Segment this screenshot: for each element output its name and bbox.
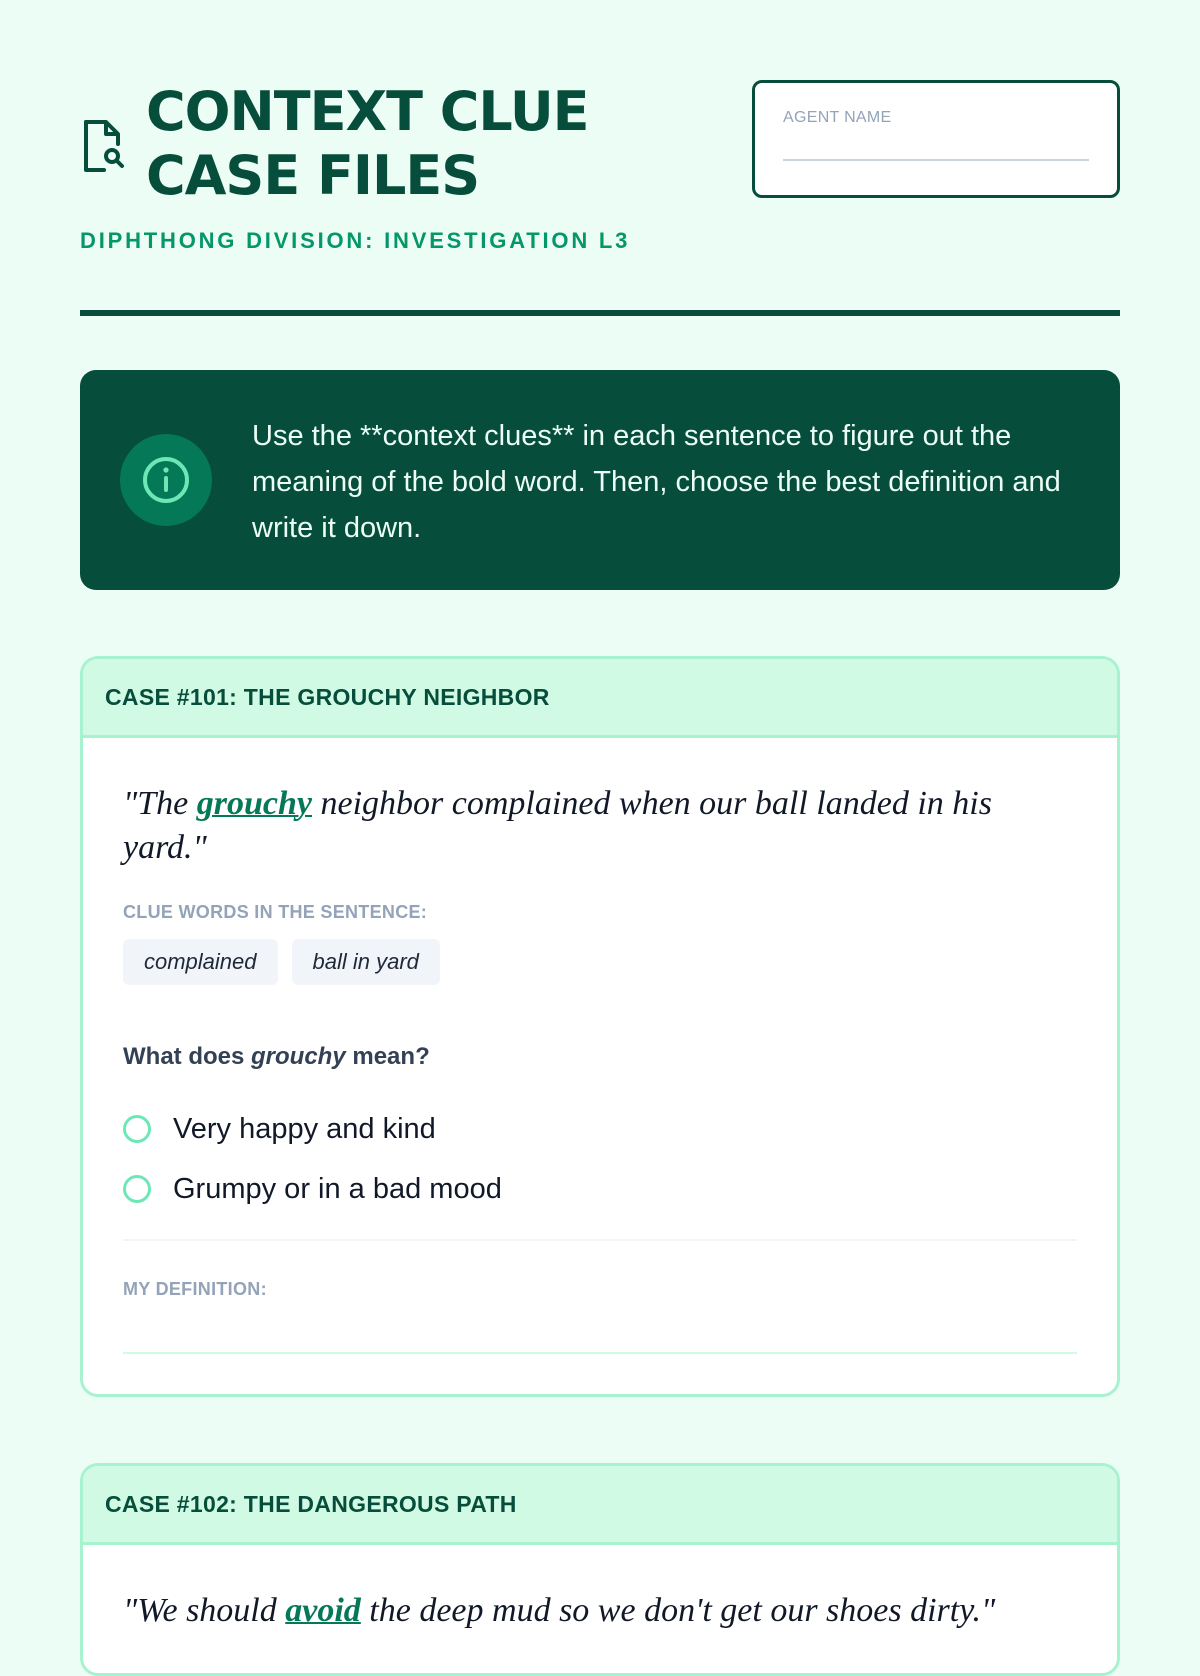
page-title: CONTEXT CLUE CASE FILES (146, 80, 589, 207)
header (80, 80, 1120, 310)
document-search-icon (80, 118, 126, 174)
clue-words-label: CLUE WORDS IN THE SENTENCE: (123, 902, 428, 922)
case-title: CASE #102: THE DANGEROUS PATH (83, 1466, 1117, 1545)
question-end: mean? (345, 1043, 430, 1070)
radio-button[interactable] (123, 1175, 151, 1203)
clue-chips (123, 939, 1077, 985)
question-start: What does (123, 1043, 252, 1070)
sentence-end: the deep mud so we don't get our shoes dirty." (360, 1592, 996, 1629)
keyword: grouchy (196, 785, 313, 822)
option-label: Grumpy or in a bad mood (173, 1172, 502, 1205)
sentence-end: neighbor complained when our ball landed in his yard." (123, 785, 992, 866)
agent-name-line[interactable] (783, 159, 1089, 161)
worksheet-page (80, 0, 1120, 1676)
info-icon-badge (120, 434, 212, 526)
section-divider (123, 1239, 1077, 1241)
answer-option[interactable] (123, 1159, 1077, 1219)
case-body (83, 1545, 1117, 1673)
question-word: grouchy (251, 1043, 346, 1070)
instruction-text: Use the **context clues** in each sentence to figure out the meaning of the bold word. Then, choose the best definition and write it down. (252, 420, 1061, 544)
case-body (83, 738, 1117, 1394)
case-card (80, 656, 1120, 1397)
title-block (80, 80, 666, 254)
keyword: avoid (285, 1592, 361, 1629)
title-row (80, 80, 666, 208)
clue-chip: complained (123, 939, 278, 985)
answer-option[interactable] (123, 1099, 1077, 1159)
answer-options (123, 1099, 1077, 1219)
instruction-banner (80, 370, 1120, 590)
case-title: CASE #101: THE GROUCHY NEIGHBOR (83, 659, 1117, 738)
header-divider (80, 310, 1120, 316)
option-label: Very happy and kind (173, 1112, 436, 1145)
agent-name-field[interactable] (752, 80, 1120, 198)
sentence-start: "We should (123, 1592, 286, 1629)
sentence-start: "The (123, 785, 197, 822)
case-sentence (123, 1589, 1077, 1633)
case-card (80, 1463, 1120, 1676)
agent-name-label: AGENT NAME (783, 109, 892, 126)
definition-answer-line[interactable] (123, 1352, 1077, 1354)
clue-chip: ball in yard (292, 939, 440, 985)
definition-label: MY DEFINITION: (123, 1279, 267, 1299)
page-subtitle: DIPHTHONG DIVISION: INVESTIGATION L3 (80, 228, 631, 253)
radio-button[interactable] (123, 1115, 151, 1143)
question (123, 1043, 1077, 1071)
info-icon (140, 454, 192, 506)
case-sentence (123, 782, 1077, 870)
